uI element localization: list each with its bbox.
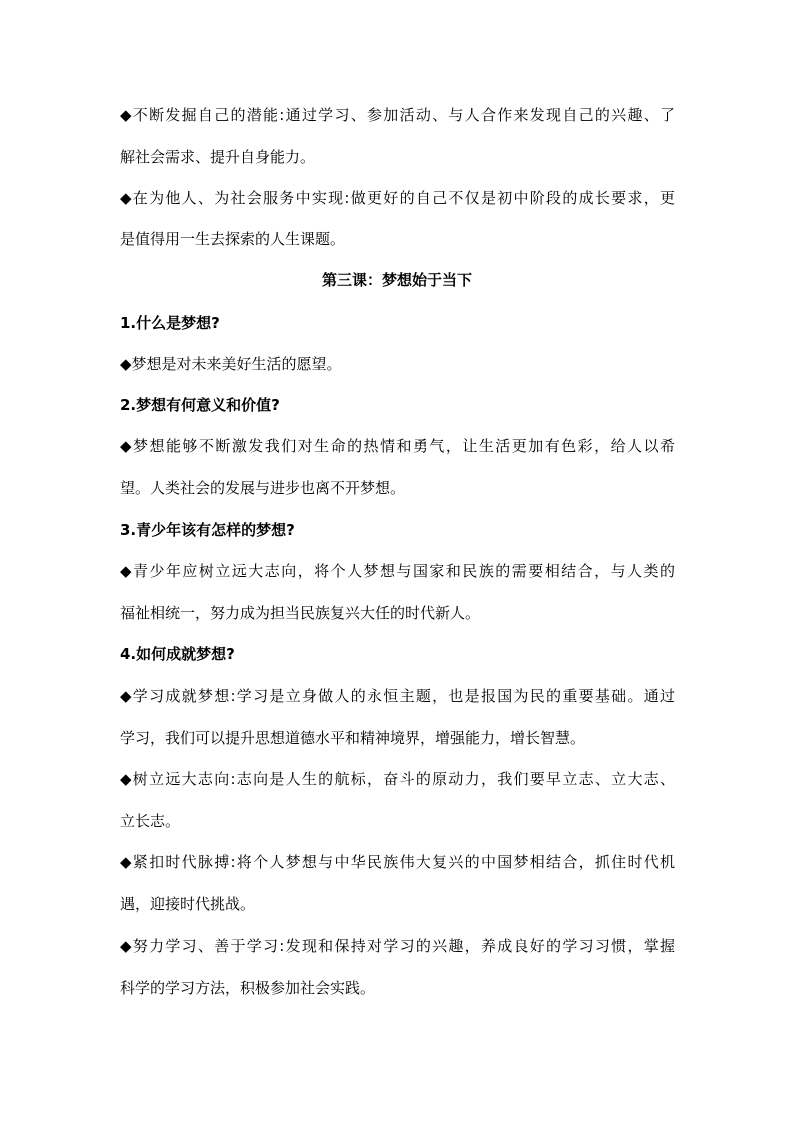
paragraph-line: 是值得用一生去探索的人生课题。 [120,230,346,248]
paragraph-line: ◆梦想是对未来美好生活的愿望。 [120,355,342,373]
paragraph-line: ◆青少年应树立远大志向，将个人梦想与国家和民族的需要相结合，与人类的 [120,562,675,580]
paragraph-line: 遇，迎接时代挑战。 [120,895,256,913]
paragraph-line: ◆紧扣时代脉搏:将个人梦想与中华民族伟大复兴的中国梦相结合，抓住时代机 [120,853,675,871]
paragraph-line: ◆在为他人、为社会服务中实现:做更好的自己不仅是初中阶段的成长要求，更 [120,189,675,207]
paragraph-line: ◆努力学习、善于学习:发现和保持对学习的兴趣，养成良好的学习习惯，掌握 [120,937,675,955]
question-heading: 2.梦想有何意义和价值? [120,396,280,414]
lesson-title: 第三课：梦想始于当下 [321,271,472,289]
question-heading: 1.什么是梦想? [120,314,220,332]
question-heading: 4.如何成就梦想? [120,645,235,663]
paragraph-line: ◆树立远大志向:志向是人生的航标，奋斗的原动力，我们要早立志、立大志、 [120,770,675,788]
paragraph-line: 立长志。 [120,812,181,830]
paragraph-line: 解社会需求、提升自身能力。 [120,148,316,166]
paragraph-line: ◆学习成就梦想:学习是立身做人的永恒主题，也是报国为民的重要基础。通过 [120,687,675,705]
paragraph-line: ◆不断发掘自己的潜能:通过学习、参加活动、与人合作来发现自己的兴趣、了 [120,106,675,124]
paragraph-line: 望。人类社会的发展与进步也离不开梦想。 [120,479,406,497]
question-heading: 3.青少年该有怎样的梦想? [120,521,295,539]
paragraph-line: 学习，我们可以提升思想道德水平和精神境界，增强能力，增长智慧。 [120,729,586,747]
paragraph-line: ◆梦想能够不断激发我们对生命的热情和勇气，让生活更加有色彩，给人以希 [120,437,675,455]
paragraph-line: 科学的学习方法，积极参加社会实践。 [120,979,376,997]
paragraph-line: 福祉相统一，努力成为担当民族复兴大任的时代新人。 [120,604,481,622]
